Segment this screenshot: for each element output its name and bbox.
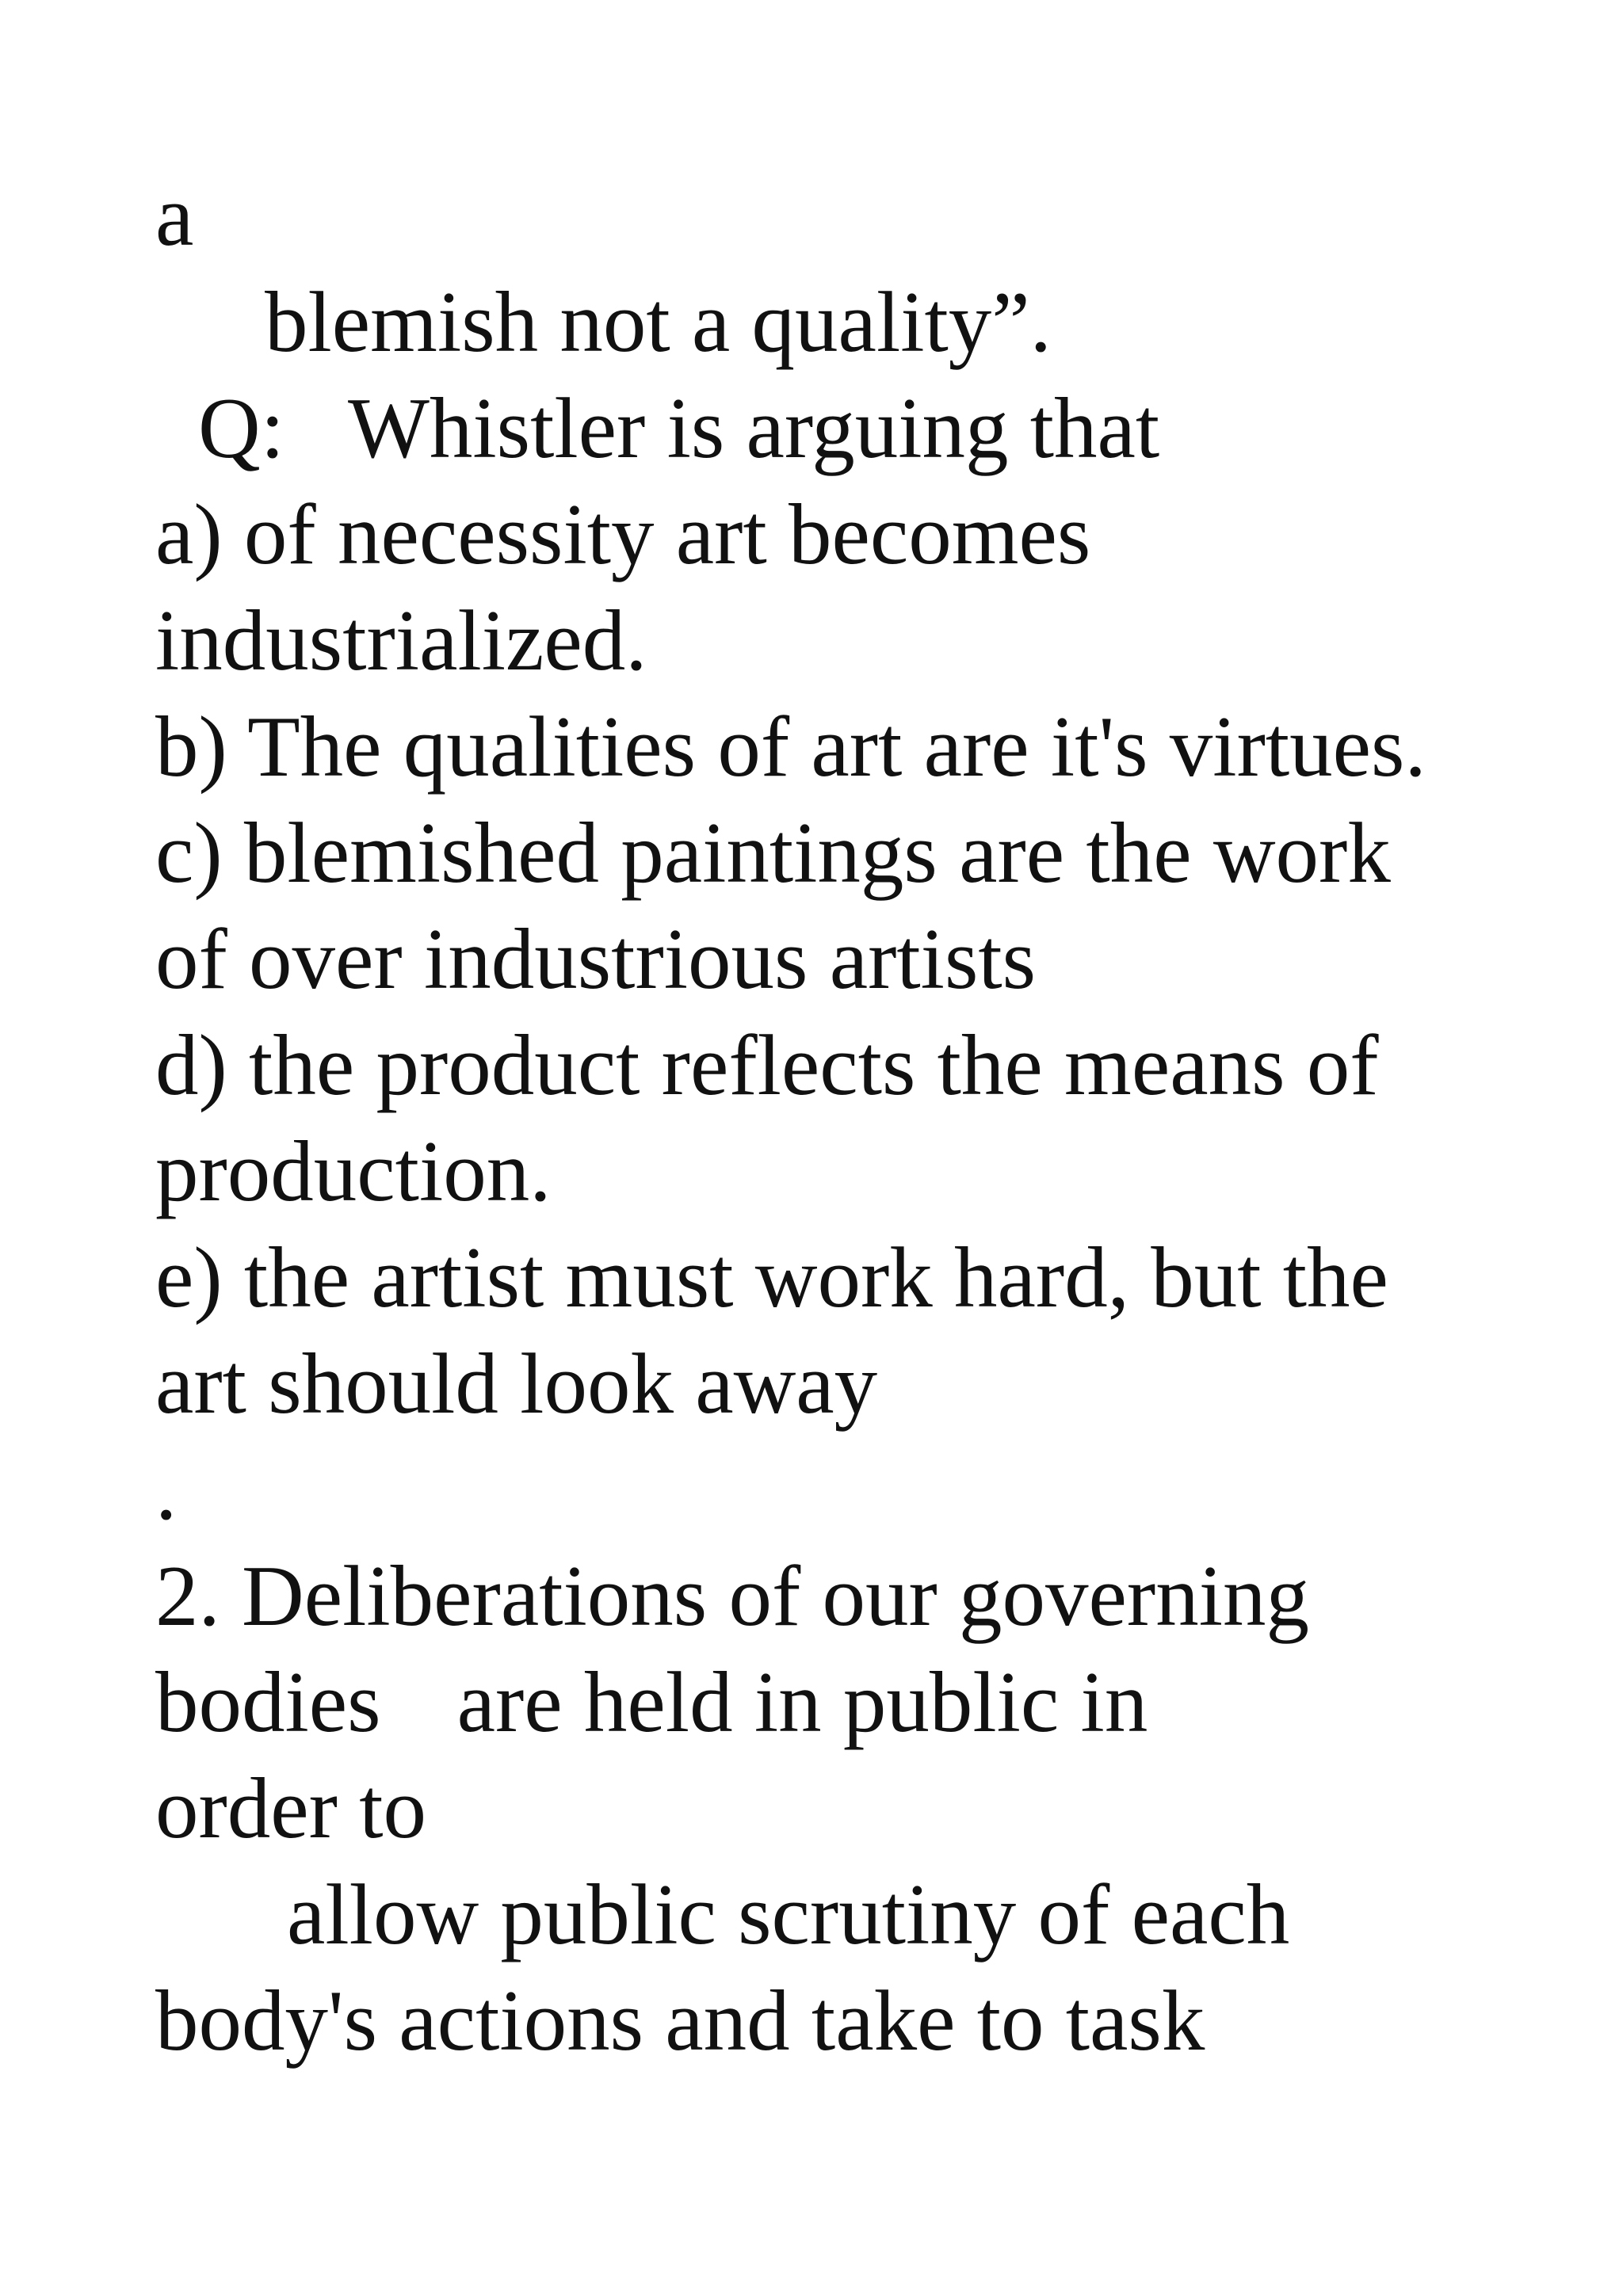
text-line: body's actions and take to task bbox=[155, 1973, 1205, 2069]
text-fragment: bodies bbox=[155, 1654, 381, 1750]
question-marker: Q: bbox=[198, 380, 285, 476]
option-d-continuation: production. bbox=[155, 1123, 552, 1219]
text-line: order to bbox=[155, 1760, 427, 1856]
text-fragment: are held in public in bbox=[456, 1654, 1148, 1750]
option-c-line: c) blemished paintings are the work bbox=[155, 805, 1391, 901]
option-e-continuation: art should look away bbox=[155, 1336, 878, 1432]
text-line: a bbox=[155, 168, 194, 264]
text-line: allow public scrutiny of each bbox=[287, 1867, 1290, 1962]
option-c-continuation: of over industrious artists bbox=[155, 911, 1037, 1007]
period-line: . bbox=[155, 1442, 178, 1538]
question-line bbox=[155, 376, 1582, 482]
question-2-continuation bbox=[155, 1650, 1582, 1756]
option-a-continuation: industrialized. bbox=[155, 593, 647, 688]
question-text-block bbox=[155, 163, 1582, 2074]
option-d-line: d) the product reflects the means of bbox=[155, 1017, 1379, 1113]
question-2-line: 2. Deliberations of our governing bbox=[155, 1548, 1310, 1644]
text-line: blemish not a quality”. bbox=[265, 274, 1052, 370]
question-stem: Whistler is arguing that bbox=[348, 380, 1160, 476]
option-a-line: a) of necessity art becomes bbox=[155, 486, 1091, 582]
option-e-line: e) the artist must work hard, but the bbox=[155, 1230, 1388, 1325]
option-b-line: b) The qualities of art are it's virtues. bbox=[155, 699, 1426, 795]
